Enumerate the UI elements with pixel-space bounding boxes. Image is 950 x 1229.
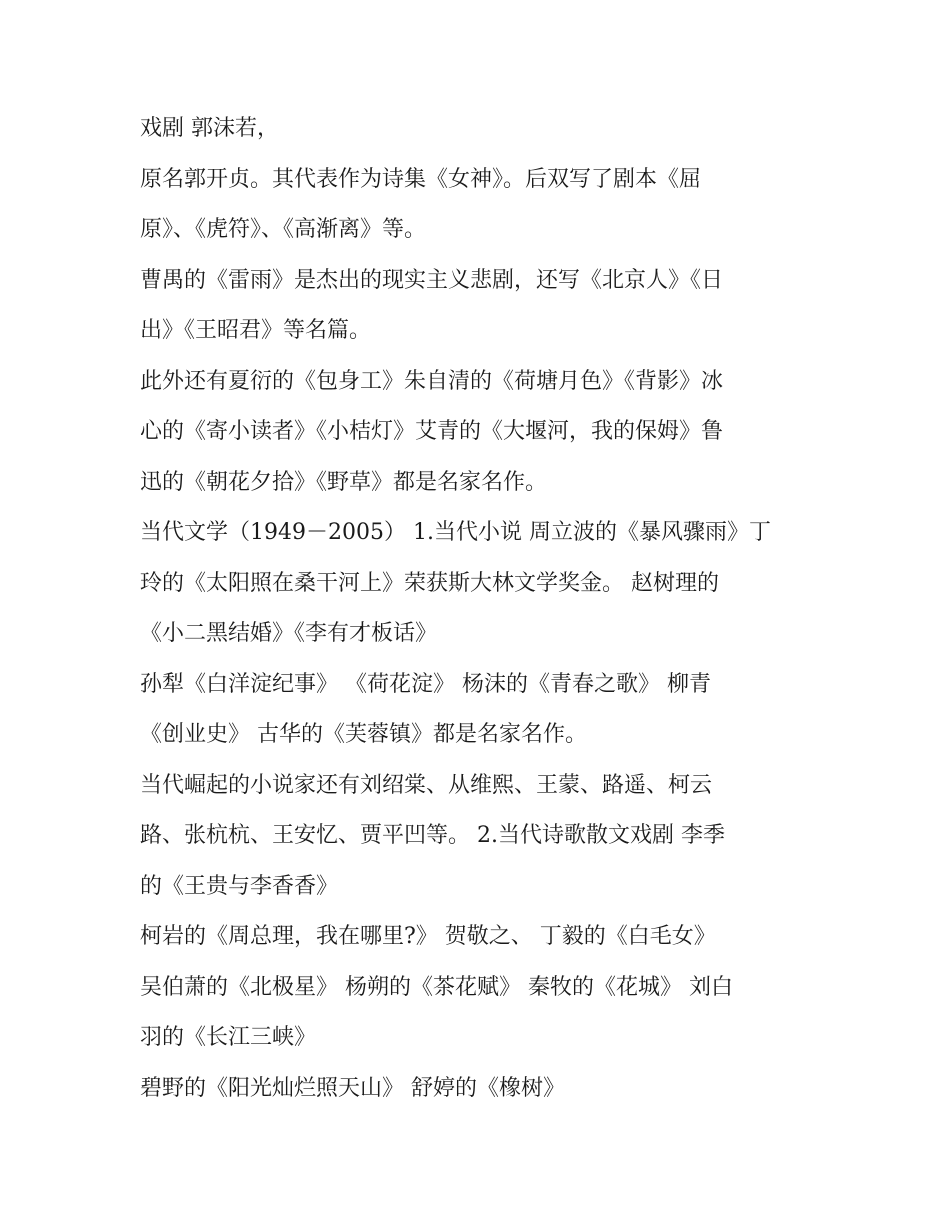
text-line: 心的《寄小读者》《小桔灯》艾青的《大堰河，我的保姆》鲁: [140, 419, 724, 444]
text-line: 当代崛起的小说家还有刘绍棠、从维熙、王蒙、路遥、柯云: [140, 772, 713, 798]
text-line: 《小二黑结婚》《李有才板话》: [140, 621, 438, 646]
text-line: 此外还有夏衍的《包身工》朱自清的《荷塘月色》《背影》冰: [140, 368, 724, 394]
text-line: 戏剧 郭沫若，: [140, 116, 279, 141]
text-line: 《创业史》 古华的《芙蓉镇》都是名家名作。: [140, 722, 587, 747]
text-line: 碧野的《阳光灿烂照天山》 舒婷的《橡树》: [140, 1075, 565, 1101]
text-line: 迅的《朝花夕拾》《野草》都是名家名作。: [140, 469, 548, 495]
text-line: 的《王贵与李香香》: [140, 873, 339, 899]
text-line: 当代文学（1949－2005） 1.当代小说 周立波的《暴风骤雨》丁: [140, 520, 771, 545]
text-line: 柯岩的《周总理，我在哪里?》 贺敬之、 丁毅的《白毛女》: [140, 924, 716, 949]
document-body: [140, 104, 820, 1114]
text-line: 路、张杭杭、王安忆、贾平凹等。 2.当代诗歌散文戏剧 李季: [140, 823, 725, 848]
text-line: 孙犁《白洋淀纪事》 《荷花淀》 杨沫的《青春之歌》 柳青: [140, 671, 711, 697]
text-line: 原》、《虎符》、《高渐离》等。: [140, 217, 427, 242]
text-line: 原名郭开贞。其代表作为诗集《女神》。后双写了剧本《屈: [140, 166, 702, 192]
text-line: 羽的《长江三峡》: [140, 1025, 317, 1050]
text-line: 曹禺的《雷雨》是杰出的现实主义悲剧，还写《北京人》《日: [140, 267, 724, 293]
text-line: 出》《王昭君》等名篇。: [140, 318, 372, 343]
text-line: 玲的《太阳照在桑干河上》荣获斯大林文学奖金。 赵树理的: [140, 570, 719, 596]
text-line: 吴伯萧的《北极星》 杨朔的《茶花赋》 秦牧的《花城》 刘白: [140, 974, 733, 1000]
